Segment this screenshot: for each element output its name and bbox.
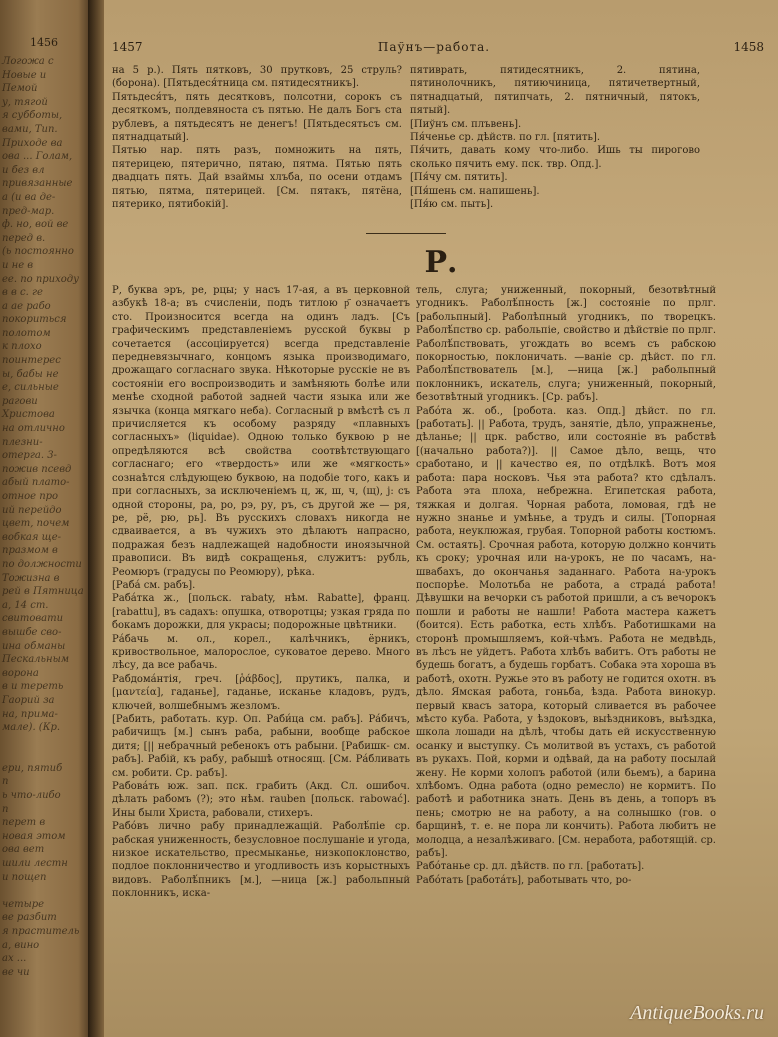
right-column: [416, 284, 716, 887]
dictionary-entry: Рабо́въ лично рабу принадлежащій. Раболѣ́піе ср. рабская униженность, безусловное послушаніе и угода, низкое искательство, пресмыканье, низкопоклонство, подлое поклонничество и угодливость изъ корыстныхъ видовъ. Раболѣ́пникъ [м.], —ница [ж.] рабольпный поклонникъ, иска-: [112, 821, 410, 900]
left-page-line: свитовати: [2, 613, 64, 625]
dictionary-entry: [Раба́ см. рабъ].: [112, 579, 196, 591]
dictionary-entry: Рабова́ть юж. зап. пск. грабить (Акд. Сл. ошибоч. дѣлать рабомъ (?); это нѣм. rauben [польск. rabować]. Ины были Христа, рабовали, стихеръ.: [112, 781, 410, 819]
dictionary-entry: Рабо́тать [работа́ть], работывать что, ро-: [416, 874, 632, 886]
left-page-line: ворона: [2, 667, 39, 679]
dictionary-entry: Ра́бачь м. ол., корел., калѣчникъ, ёрникъ, кривоствольное, малорослое, суковатое дерево. Много лѣсу, да все рабачь.: [112, 633, 410, 672]
left-page-line: п: [2, 803, 9, 815]
left-page-line: полотом: [2, 327, 51, 339]
left-page-line: и не в: [2, 259, 34, 271]
left-page-line: на, прима-: [2, 708, 58, 720]
left-page-line: ий перейдо: [2, 504, 62, 516]
left-page-line: ве чи: [2, 966, 30, 978]
left-page-line: а ае рабо: [2, 300, 51, 312]
left-page-line: вами, Тип.: [2, 123, 58, 135]
top-left-column: [112, 64, 402, 211]
left-page-line: отное про: [2, 491, 59, 502]
dictionary-entry: Раба́тка ж., [польск. rabaty, нѣм. Rabatte], франц. [rabattu], въ садахъ: опушка, отворотцы; узкая гряда по бокамъ дорожки, для украсы; подорожные цвѣтники.: [112, 593, 410, 632]
left-page-line: у, тягой: [2, 96, 48, 108]
left-page-line: четыре: [2, 898, 45, 910]
dictionary-entry: [Пя́ю см. пыть].: [410, 199, 494, 211]
dictionary-entry: [Пиўнъ см. плъвень].: [410, 118, 522, 130]
left-page-line: Приходе ва: [2, 137, 63, 149]
section-divider: [366, 233, 446, 234]
left-page-line: на отлично: [2, 423, 65, 435]
left-page-line: к плохо: [2, 341, 42, 353]
left-page-line: вышбе сво-: [2, 626, 62, 638]
dictionary-entry: Рабо́та ж. об., [робота. каз. Опд.] дѣйст. по гл. [работать]. || Работа, трудъ, занятіе, дѣло, упражненье, дѣланье; || црк. рабство, или состояніе въ рабствѣ [(начально работа?)]. || Самое дѣло, вещь, что сработано, и || качество ея, по отдѣлкѣ. Вотъ моя работа: пара носковъ. Чья эта работа? кто сдѣлалъ. Работа эта плоха, небрежна. Египетская работа, тяжкая и долгая. Чорная работа, ломовая, гдѣ не нужно знанье и умѣнье, а трудъ и силы. [Топорная работа, неуклюжая, грубая. Топорной работы костюмъ. См. остаять]. Срочная работа, которую должно кончить къ сроку; урочная или на-урокъ, не по часамъ, на-швабахъ, до окончанья заданнаго. Работа на-урокъ поспорѣе. Молотьба не работа, а страдá работа! Дѣвушки на вечорки съ работой пришли, а съ вечорокъ пошли и работы не нашли! Работа мастера кажетъ (боится). Есть работка, есть хлѣбъ. Работишками на сторонѣ промышляемъ, кой-чѣмъ. Работа не медвѣдь, въ лѣсъ не уйдетъ. Работа хлѣбъ вабитъ. Отъ работы не будешь богатъ, а будешь горбатъ. Собака эта хороша въ работѣ, охотн. Ружье это въ работу не годится охотн. въ дѣло. Ямская работа, гоньба, ѣзда. Работа винокур. первый квасъ затора, который сливается въ рабочее мѣсто куба. Работа, у ѣздоковъ, выѣздниковъ, выѣздка, школа лошади на дѣлѣ, чтобы дать ей искусственную осанку и выступку. Съ молитвой въ устахъ, съ работой въ рукахъ. Пой, корми и одѣвай, да на работу посылай жену. Не корми холопъ работой (или бьемъ), а барина хлѣбомъ. Одна работа (одно ремесло) не кормитъ. По работѣ и работника знать. День въ день, а топоръ въ пень; смотрю не на работу, а на солнышко (гов. о барщинѣ, т. е. не пора ли кончить). Работа любитъ не молодца, а незалѣживаго. [См. неработа, работящій. ср. рабъ].: [416, 405, 716, 860]
page-number-right: 1458: [733, 40, 764, 54]
left-page-edge: [0, 0, 92, 1037]
left-page-line: новая этом: [2, 830, 66, 842]
left-page-line: [0, 748, 92, 762]
dictionary-entry: Рабо́танье ср. дл. дѣйств. по гл. [работать].: [416, 861, 645, 873]
left-page-line: празмом в: [2, 545, 58, 557]
left-page-line: вобкая ще-: [2, 531, 61, 543]
left-column: [112, 284, 410, 901]
left-page-line: отерга. 3-: [2, 450, 57, 462]
left-page-line: ве разбит: [2, 912, 57, 924]
page-number-left: 1457: [112, 40, 143, 54]
left-page-line: я праститель: [2, 926, 80, 937]
left-page-line: плезни-: [2, 436, 43, 448]
left-page-number: 1456: [30, 36, 58, 49]
left-page-line: мале). (Кр.: [2, 722, 61, 734]
left-page-line: покориться: [2, 314, 67, 326]
left-page-line: е, сильные: [2, 382, 59, 394]
left-page-line: ова ... Голам,: [2, 151, 73, 163]
dictionary-entry: Пя́чить, давать кому что-либо. Ишь ты пирогово сколько пячить ему. пск. твр. Опд.].: [410, 145, 700, 170]
left-page-line: я субботы,: [2, 110, 63, 122]
dictionary-entry: [Рабить, работать. кур. Оп. Раби́ца см. рабъ]. Ра́бичъ, рабичищъ [м.] сынъ раба, рабыни, вообще рабское дитя; [|| небрачный ребенокъ отъ рабыни. [Рабишк- см. рабъ]. Рабій, къ рабу, рабышѣ относящ. [См. Ра́бливать см. робити. Ср. рабъ].: [112, 714, 410, 779]
page-header: [104, 40, 764, 60]
left-page-line: п: [2, 776, 9, 788]
left-page-line: ах ...: [2, 953, 27, 965]
left-page-line: [0, 884, 92, 898]
left-page-line: Пескальным: [2, 654, 70, 666]
left-page-line: ери, пятиб: [2, 762, 63, 774]
section-letter: Р.: [424, 245, 458, 280]
left-page-line: ина обманы: [2, 640, 66, 652]
left-page-line: и пощеп: [2, 871, 47, 883]
dictionary-entry: Пятьдеся́тъ, пять десятковъ, полсотни, сорокъ съ десяткомъ, полдевяноста съ пятью. Не далъ Богъ ста рублевъ, а пятьдесятъ не денегъ! [Пятьдесятьсъ см. пятнадцатый].: [112, 91, 402, 144]
dictionary-entry: тель, слуга; униженный, покорный, безотвѣтный угодникъ. Раболѣ́пность [ж.] состояніе по прлг. [рабольпный]. Раболѣпный угодникъ, по творецкъ. Раболѣ́пство ср. рабольпіе, свойство и дѣйствіе по прлг. Раболѣ́пствовать, угождать во всемъ съ рабскою покорностью, поклоничать. —ваніе ср. дѣйст. по гл. Раболѣ́пствователь [м.], —ница [ж.] рабольпный поклонникъ, искатель, слуга; униженный, покорный, безотвѣтный угодникъ. [Ср. рабъ].: [416, 285, 716, 404]
left-page-line: перет в: [2, 817, 46, 829]
dictionary-entry: Пя́ченье ср. дѣйств. по гл. [пятить].: [410, 132, 601, 144]
left-page-line: [0, 735, 92, 749]
top-right-column: [410, 64, 700, 211]
page-title: Паўнъ—работа.: [377, 40, 491, 54]
left-page-line: привязанные: [2, 178, 73, 190]
left-page-line: Тожизна в: [2, 572, 60, 584]
left-page-line: Христова: [2, 409, 55, 421]
left-page-line: Логожа с: [2, 56, 54, 67]
left-page-line: пожив псевд: [2, 463, 72, 475]
left-page-line: в в с. ге: [2, 287, 43, 299]
dictionary-entry: Р, буква эръ, ре, рцы; у насъ 17-ая, а въ церковной азбукѣ 18-а; въ счисленіи, подъ титлою р҃ означаетъ сто. Произносится всегда на одинъ ладъ. [Съ графическимъ представленіемъ русской буквы р сочетается (ассоціируется) всегда представленіе передневязычнаго, концомъ языка производимаго, дрожащаго согласнаго звука. Нѣкоторые русскіе не въ состояніи его воспроизводить и замѣняють болѣе или менѣе сходной работой задней части языка или же язычка (конца мягкаго неба). Согласный р вмѣстѣ съ л причисляется къ особому разряду «плавныхъ согласныхъ» (liquidae). Одною только буквою р не опредѣляются всѣ свойства соотвѣтствующаго согласнаго; его «твердость» или же «мягкость» сознаѣтся слѣдующею буквою, на подобіе того, какъ и при согласныхъ, за исключеніемъ ц, ж, ш, ч, (щ), j: съ одной стороны, ра, ро, рэ, ру, ръ, съ другой же — ря, ре, рё, рю, рь]. Въ русскихъ словахъ никогда не сдваивается, а въ чужихъ это дѣлаютъ напрасно, подражая безъ надлежащей надобности иноязычной правописи. Въ видѣ сокращенья, служитъ: рубль, Реомюръ (градусы по Реомюру), рѣка.: [112, 285, 410, 578]
dictionary-entry: Рабдома́нтія, греч. [ῥάβδος], прутикъ, палка, и [μαντεία], гаданье], гаданье, исканье кладовъ, рудъ, ключей, волшебнымъ жезломъ.: [112, 673, 410, 712]
dictionary-entry: Пятью нар. пять разъ, помножить на пять, пятерицею, пятерично, пятаю, пятма. Пятью пять двадцать пять. Дай взаймы хлъба, по осени отдамъ пятью, пятма, пятерицей. [См. пятакъ, пятёна, пятерико, пятибокій].: [112, 145, 402, 211]
left-page-line: а (и ва де-: [2, 191, 56, 203]
left-page-line: а, 14 ст.: [2, 599, 49, 611]
left-page-line: рей в Пятница: [2, 586, 84, 598]
left-page-line: рагови: [2, 395, 38, 407]
left-page-line: ы, бабы не: [2, 368, 59, 380]
left-page-line: перед в.: [2, 232, 46, 244]
dictionary-entry: [Пя́шень см. напишень].: [410, 185, 540, 197]
main-page: [104, 0, 778, 1037]
left-page-line: (ь постоянно: [2, 246, 74, 258]
left-page-line: ь что-либо: [2, 790, 61, 802]
dictionary-entry: [Пя́чу см. пятить].: [410, 172, 508, 184]
left-page-line: поинтерес: [2, 355, 61, 367]
left-page-line: абый плато-: [2, 477, 70, 489]
left-page-line: Гаорий за: [2, 694, 55, 706]
left-page-line: в и тереть: [2, 681, 64, 693]
left-page-line: по должности: [2, 558, 82, 570]
left-page-line: а, вино: [2, 939, 40, 951]
left-page-line: ее. по приходу: [2, 273, 79, 285]
left-page-line: ова вет: [2, 844, 45, 856]
left-page-line: шили лестн: [2, 858, 68, 870]
watermark: AntiqueBooks.ru: [630, 1002, 764, 1024]
left-page-line: Новые и: [2, 69, 47, 81]
left-page-text: [0, 55, 92, 979]
left-page-line: Пемой: [2, 83, 38, 95]
dictionary-entry: пятиврать, пятидесятникъ, 2. пятина, пятинолочникъ, пятиючиница, пятичетвертный, пятнадцатый, пятипчать, 2. пятничный, пятокъ, пятый].: [410, 65, 700, 117]
left-page-line: и без вл: [2, 164, 45, 176]
left-page-line: цвет, почем: [2, 518, 70, 530]
left-page-line: пред-мар.: [2, 205, 55, 217]
left-page-line: ф. но, вой ве: [2, 219, 69, 231]
dictionary-entry: на 5 р.). Пять пятковъ, 30 прутковъ, 25 струль? (борона). [Пятьдеся́тница см. пятидесятникъ].: [112, 65, 402, 90]
